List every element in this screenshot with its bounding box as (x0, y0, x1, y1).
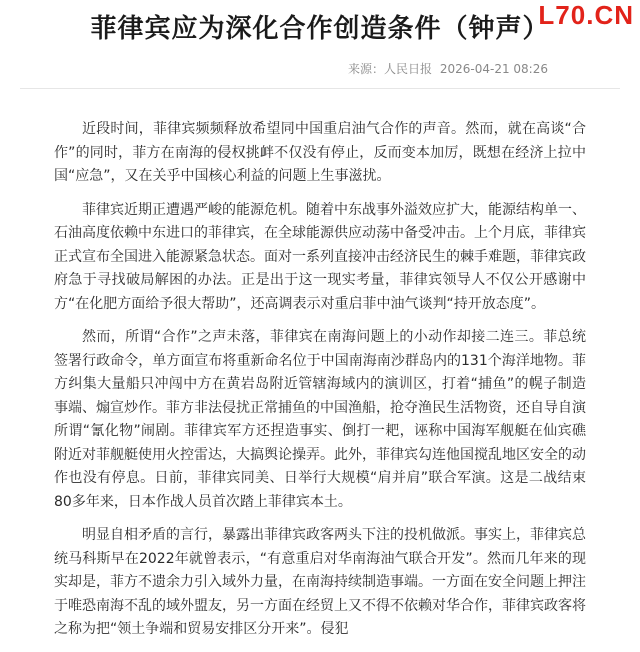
article-paragraph: 然而，所谓“合作”之声未落，菲律宾在南海问题上的小动作却接二连三。菲总统签署行政命令，单方面宣布将重新命名位于中国南海南沙群岛内的131个海洋地物。菲方纠集大量船只冲闯中方在黄岩岛附近管辖海域内的演训区，打着“捕鱼”的幌子制造事端、煽宣炒作。菲方非法侵扰正常捕鱼的中国渔船，抢夺渔民生活物资，还自导自演所谓“氰化物”闹剧。菲律宾军方还捏造事实、倒打一耙，诬称中国海军舰艇在仙宾礁附近对菲舰艇使用火控雷达，大搞舆论操弄。此外，菲律宾勾连他国搅乱地区安全的动作也没有停息。日前，菲律宾同美、日举行大规模“肩并肩”联合军演。这是二战结束80多年来，日本作战人员首次踏上菲律宾本土。 (54, 329, 586, 510)
article-paragraph: 菲律宾近期正遭遇严峻的能源危机。随着中东战事外溢效应扩大，能源结构单一、石油高度依赖中东进口的菲律宾，在全球能源供应动荡中备受冲击。上个月底，菲律宾正式宣布全国进入能源紧急状态。面对一系列直接冲击经济民生的棘手难题，菲律宾政府急于寻找破局解困的办法。正是出于这一现实考量，菲律宾领导人不仅公开感谢中方“在化肥方面给予很大帮助”，还高调表示对重启菲中油气谈判“持开放态度”。 (54, 201, 586, 312)
article-body (54, 118, 586, 652)
article-paragraph: 近段时间，菲律宾频频释放希望同中国重启油气合作的声音。然而，就在高谈“合作”的同时，菲方在南海的侵权挑衅不仅没有停止，反而变本加厉，既想在经济上拉中国“应急”，又在关乎中国核心利益的问题上生事滋扰。 (54, 121, 586, 184)
article-title: 菲律宾应为深化合作创造条件（钟声） (90, 14, 550, 44)
article-byline (344, 60, 548, 77)
header-divider (20, 88, 620, 89)
source-label: 来源：人民日报 (348, 62, 433, 76)
publish-date: 2026-04-21 08:26 (439, 62, 548, 76)
site-watermark: L70.CN (538, 0, 634, 30)
article-paragraph: 明显自相矛盾的言行，暴露出菲律宾政客两头下注的投机做派。事实上，菲律宾总统马科斯早在2022年就曾表示，“有意重启对华南海油气联合开发”。然而几年来的现实却是，菲方不遗余力引入域外力量，在南海持续制造事端。一方面在安全问题上押注于唯恐南海不乱的域外盟友，另一方面在经贸上又不得不依赖对华合作，菲律宾政客将之称为把“领土争端和贸易安排区分开来”。侵犯 (54, 527, 586, 637)
